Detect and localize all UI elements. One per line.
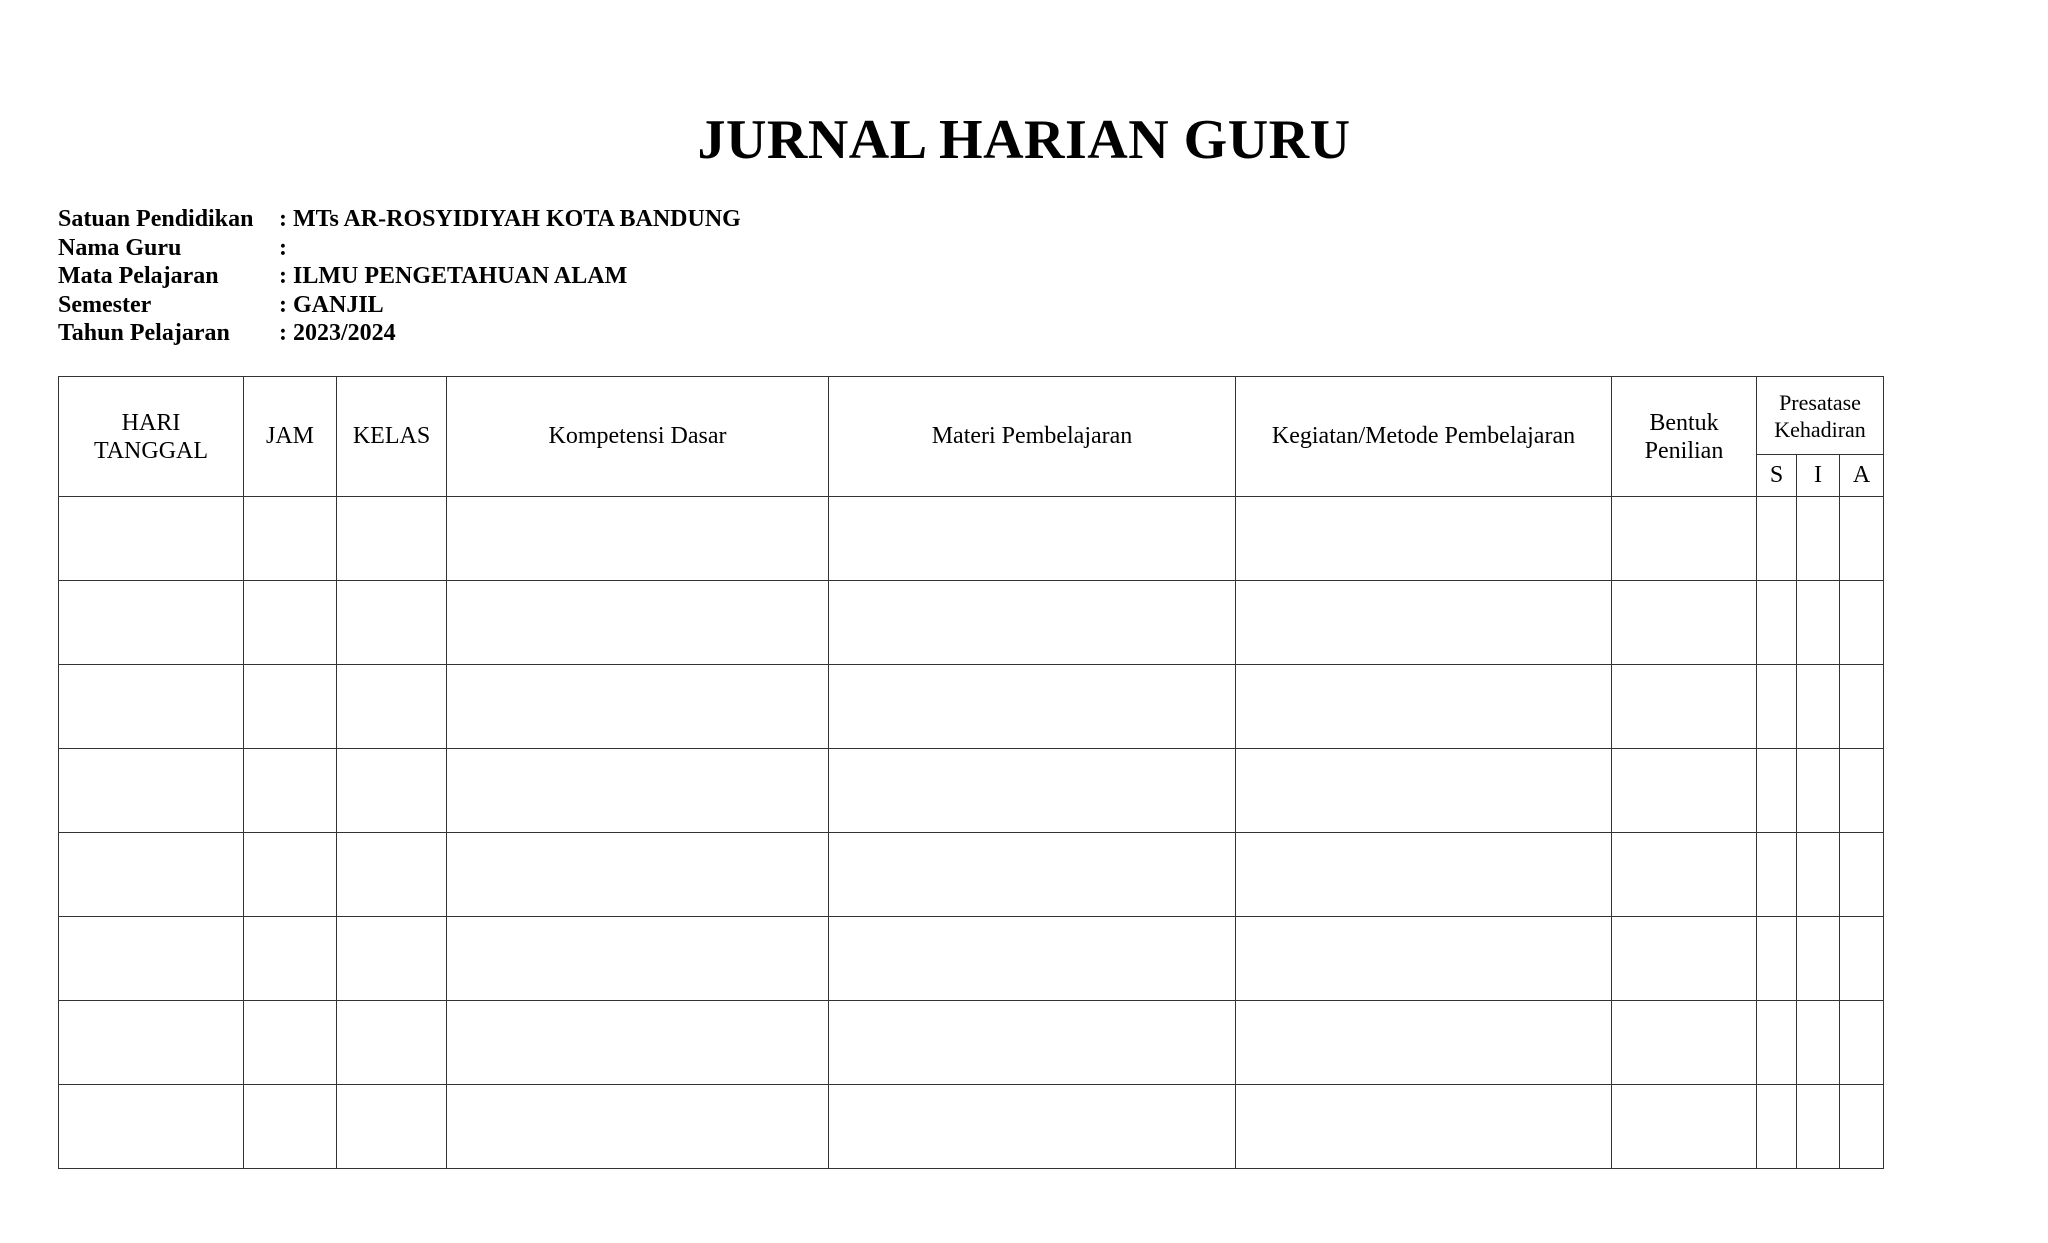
cell-materi [829, 833, 1236, 917]
header-tanggal-label: TANGGAL [93, 437, 209, 464]
header-kehadiran-label: Kehadiran [1774, 416, 1866, 442]
header-kelas: KELAS [337, 377, 447, 497]
cell-sakit [1757, 749, 1797, 833]
info-row-mata-pelajaran [58, 262, 741, 291]
info-label: Semester [58, 291, 152, 318]
journal-table [58, 376, 1884, 1169]
cell-kegiatan [1236, 581, 1612, 665]
cell-izin [1797, 833, 1840, 917]
cell-kegiatan [1236, 497, 1612, 581]
cell-sakit [1757, 1085, 1797, 1169]
cell-bentuk-penilian [1612, 1001, 1757, 1085]
cell-kegiatan [1236, 1085, 1612, 1169]
header-row [59, 377, 1884, 455]
cell-hari-tanggal [59, 749, 244, 833]
info-value: : 2023/2024 [279, 320, 396, 346]
cell-kelas [337, 1085, 447, 1169]
cell-alpa [1840, 1085, 1884, 1169]
info-value: : ILMU PENGETAHUAN ALAM [279, 263, 628, 289]
table-body [59, 497, 1884, 1169]
cell-izin [1797, 1085, 1840, 1169]
cell-izin [1797, 665, 1840, 749]
cell-hari-tanggal [59, 497, 244, 581]
header-kompetensi-dasar: Kompetensi Dasar [447, 377, 829, 497]
cell-materi [829, 497, 1236, 581]
cell-hari-tanggal [59, 833, 244, 917]
cell-kompetensi-dasar [447, 1085, 829, 1169]
table-row [59, 749, 1884, 833]
info-row-satuan-pendidikan [58, 205, 741, 234]
cell-materi [829, 665, 1236, 749]
cell-sakit [1757, 833, 1797, 917]
cell-materi [829, 1085, 1236, 1169]
cell-jam [244, 1001, 337, 1085]
cell-bentuk-penilian [1612, 581, 1757, 665]
cell-kegiatan [1236, 665, 1612, 749]
cell-sakit [1757, 1001, 1797, 1085]
header-sakit: S [1757, 455, 1797, 497]
info-value: : [279, 234, 287, 261]
info-value: : MTs AR-ROSYIDIYAH KOTA BANDUNG [279, 206, 741, 232]
header-bentuk-penilian [1612, 377, 1757, 497]
cell-kompetensi-dasar [447, 833, 829, 917]
cell-materi [829, 1001, 1236, 1085]
cell-bentuk-penilian [1612, 917, 1757, 1001]
cell-alpa [1840, 917, 1884, 1001]
info-row-nama-guru [58, 234, 741, 263]
cell-hari-tanggal [59, 665, 244, 749]
cell-alpa [1840, 833, 1884, 917]
info-label: Tahun Pelajaran [58, 320, 230, 346]
cell-jam [244, 497, 337, 581]
cell-jam [244, 581, 337, 665]
cell-materi [829, 749, 1236, 833]
header-kegiatan-metode: Kegiatan/Metode Pembelajaran [1236, 377, 1612, 497]
cell-hari-tanggal [59, 1001, 244, 1085]
cell-alpa [1840, 497, 1884, 581]
cell-kompetensi-dasar [447, 497, 829, 581]
cell-jam [244, 833, 337, 917]
cell-izin [1797, 917, 1840, 1001]
table-row [59, 1085, 1884, 1169]
cell-alpa [1840, 665, 1884, 749]
cell-izin [1797, 581, 1840, 665]
cell-sakit [1757, 665, 1797, 749]
cell-materi [829, 917, 1236, 1001]
cell-izin [1797, 497, 1840, 581]
cell-kompetensi-dasar [447, 917, 829, 1001]
info-block [58, 205, 741, 348]
cell-jam [244, 665, 337, 749]
table-row [59, 1001, 1884, 1085]
cell-bentuk-penilian [1612, 665, 1757, 749]
cell-materi [829, 581, 1236, 665]
cell-hari-tanggal [59, 1085, 244, 1169]
cell-kelas [337, 749, 447, 833]
document-title: JURNAL HARIAN GURU [697, 109, 1351, 171]
header-izin: I [1797, 455, 1840, 497]
cell-izin [1797, 1001, 1840, 1085]
cell-kelas [337, 833, 447, 917]
info-row-tahun-pelajaran [58, 319, 741, 348]
header-hari-tanggal [59, 377, 244, 497]
cell-kelas [337, 581, 447, 665]
cell-sakit [1757, 581, 1797, 665]
cell-bentuk-penilian [1612, 1085, 1757, 1169]
header-materi-pembelajaran: Materi Pembelajaran [829, 377, 1236, 497]
header-hari-label: HARI [121, 409, 181, 436]
cell-bentuk-penilian [1612, 833, 1757, 917]
table-row [59, 833, 1884, 917]
table-row [59, 497, 1884, 581]
cell-bentuk-penilian [1612, 497, 1757, 581]
cell-kegiatan [1236, 1001, 1612, 1085]
cell-kegiatan [1236, 833, 1612, 917]
cell-kelas [337, 917, 447, 1001]
header-presatase-label: Presatase [1779, 389, 1861, 415]
cell-kelas [337, 1001, 447, 1085]
cell-sakit [1757, 497, 1797, 581]
cell-alpa [1840, 1001, 1884, 1085]
cell-kegiatan [1236, 749, 1612, 833]
cell-hari-tanggal [59, 917, 244, 1001]
cell-sakit [1757, 917, 1797, 1001]
table-row [59, 581, 1884, 665]
info-label: Mata Pelajaran [58, 263, 219, 289]
cell-kelas [337, 497, 447, 581]
cell-hari-tanggal [59, 581, 244, 665]
cell-jam [244, 1085, 337, 1169]
cell-jam [244, 917, 337, 1001]
info-row-semester [58, 291, 741, 320]
header-presatase-kehadiran [1757, 377, 1884, 455]
cell-jam [244, 749, 337, 833]
header-jam: JAM [244, 377, 337, 497]
cell-kompetensi-dasar [447, 665, 829, 749]
cell-kompetensi-dasar [447, 581, 829, 665]
header-penilian-label: Penilian [1644, 437, 1724, 464]
cell-izin [1797, 749, 1840, 833]
info-value: : GANJIL [279, 291, 384, 318]
cell-kompetensi-dasar [447, 1001, 829, 1085]
table-row [59, 665, 1884, 749]
cell-kompetensi-dasar [447, 749, 829, 833]
cell-alpa [1840, 749, 1884, 833]
header-alpa: A [1840, 455, 1884, 497]
cell-bentuk-penilian [1612, 749, 1757, 833]
info-label: Nama Guru [58, 234, 182, 261]
info-label: Satuan Pendidikan [58, 206, 254, 232]
cell-alpa [1840, 581, 1884, 665]
cell-kelas [337, 665, 447, 749]
cell-kegiatan [1236, 917, 1612, 1001]
table-row [59, 917, 1884, 1001]
header-bentuk-label: Bentuk [1649, 409, 1719, 436]
